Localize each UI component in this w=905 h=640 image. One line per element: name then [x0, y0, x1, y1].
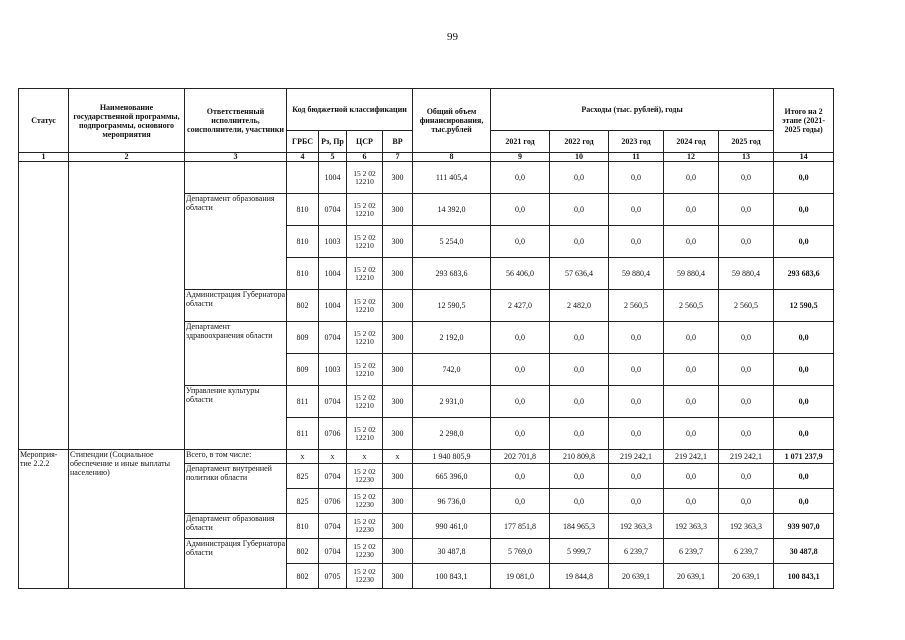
vr-cell: 300 [383, 418, 413, 450]
csr-cell: 15 2 02 12210 [347, 386, 383, 418]
vr-cell: 300 [383, 226, 413, 258]
y2024-cell: 0,0 [664, 464, 719, 489]
y2025-cell: 0,0 [719, 418, 774, 450]
budget-table [18, 88, 834, 589]
vr-cell: 300 [383, 322, 413, 354]
y2024-cell: 192 363,3 [664, 514, 719, 539]
y2023-cell: 6 239,7 [609, 539, 664, 564]
y2024-cell: 0,0 [664, 162, 719, 194]
y2021-cell: 0,0 [491, 322, 550, 354]
total-cell: 742,0 [413, 354, 491, 386]
program-name-cell [69, 162, 185, 450]
csr-cell: 15 2 02 12210 [347, 290, 383, 322]
y2024-cell: 0,0 [664, 226, 719, 258]
responsible-cell: Администрация Губернатора области [185, 539, 287, 589]
y2023-cell: 219 242,1 [609, 450, 664, 464]
csr-cell: 15 2 02 12230 [347, 489, 383, 514]
header-total-volume: Общий объем финансирования, тыс.рублей [413, 89, 491, 153]
column-number: 8 [413, 153, 491, 162]
y2025-cell: 2 560,5 [719, 290, 774, 322]
total-cell: 14 392,0 [413, 194, 491, 226]
rzpr-cell: 1003 [319, 354, 347, 386]
y2023-cell: 0,0 [609, 464, 664, 489]
y2021-cell: 202 701,8 [491, 450, 550, 464]
grbs-cell: 802 [287, 539, 319, 564]
y2023-cell: 20 639,1 [609, 564, 664, 589]
rzpr-cell: 1004 [319, 290, 347, 322]
responsible-cell: Департамент образования области [185, 194, 287, 290]
rzpr-cell: 1003 [319, 226, 347, 258]
itogo-cell: 0,0 [774, 226, 834, 258]
header-grbs: ГРБС [287, 131, 319, 153]
y2022-cell: 2 482,0 [550, 290, 609, 322]
y2022-cell: 19 844,8 [550, 564, 609, 589]
y2024-cell: 0,0 [664, 194, 719, 226]
column-number: 14 [774, 153, 834, 162]
column-number: 10 [550, 153, 609, 162]
y2022-cell: 0,0 [550, 386, 609, 418]
y2025-cell: 219 242,1 [719, 450, 774, 464]
grbs-cell: 810 [287, 194, 319, 226]
csr-cell: 15 2 02 12210 [347, 162, 383, 194]
vr-cell: 300 [383, 489, 413, 514]
y2025-cell: 6 239,7 [719, 539, 774, 564]
csr-cell: 15 2 02 12210 [347, 194, 383, 226]
rzpr-cell: 1004 [319, 162, 347, 194]
responsible-cell: Управление культуры области [185, 386, 287, 450]
y2025-cell: 0,0 [719, 226, 774, 258]
grbs-cell [287, 162, 319, 194]
y2023-cell: 0,0 [609, 418, 664, 450]
y2022-cell: 57 636,4 [550, 258, 609, 290]
grbs-cell: 809 [287, 322, 319, 354]
rzpr-cell: 0704 [319, 386, 347, 418]
header-rzpr: Рз, Пр [319, 131, 347, 153]
total-cell: 12 590,5 [413, 290, 491, 322]
y2025-cell: 192 363,3 [719, 514, 774, 539]
table-row [19, 162, 834, 194]
y2023-cell: 0,0 [609, 194, 664, 226]
csr-cell: 15 2 02 12230 [347, 464, 383, 489]
y2023-cell: 192 363,3 [609, 514, 664, 539]
csr-cell: 15 2 02 12210 [347, 258, 383, 290]
header-status: Статус [19, 89, 69, 153]
y2024-cell: 2 560,5 [664, 290, 719, 322]
itogo-cell: 293 683,6 [774, 258, 834, 290]
vr-cell: 300 [383, 464, 413, 489]
column-number: 6 [347, 153, 383, 162]
y2023-cell: 0,0 [609, 386, 664, 418]
grbs-cell: 810 [287, 226, 319, 258]
y2021-cell: 0,0 [491, 226, 550, 258]
csr-cell: 15 2 02 12210 [347, 322, 383, 354]
csr-cell: 15 2 02 12210 [347, 354, 383, 386]
header-2022: 2022 год [550, 131, 609, 153]
grbs-cell: 811 [287, 386, 319, 418]
itogo-cell: 939 907,0 [774, 514, 834, 539]
y2024-cell: 59 880,4 [664, 258, 719, 290]
y2021-cell: 0,0 [491, 194, 550, 226]
header-total-stage: Итого на 2 этапе (2021-2025 годы) [774, 89, 834, 153]
header-vr: ВР [383, 131, 413, 153]
grbs-cell: 809 [287, 354, 319, 386]
csr-cell: x [347, 450, 383, 464]
rzpr-cell: 0704 [319, 194, 347, 226]
vr-cell: 300 [383, 194, 413, 226]
total-cell: 1 940 805,9 [413, 450, 491, 464]
vr-cell: 300 [383, 539, 413, 564]
grbs-cell: 825 [287, 464, 319, 489]
responsible-cell: Администрация Губернатора области [185, 290, 287, 322]
itogo-cell: 0,0 [774, 418, 834, 450]
responsible-cell: Департамент внутренней политики области [185, 464, 287, 514]
header-2025: 2025 год [719, 131, 774, 153]
vr-cell: 300 [383, 514, 413, 539]
column-number: 11 [609, 153, 664, 162]
rzpr-cell: 0704 [319, 464, 347, 489]
y2025-cell: 0,0 [719, 354, 774, 386]
header-csr: ЦСР [347, 131, 383, 153]
rzpr-cell: 0704 [319, 322, 347, 354]
column-number: 1 [19, 153, 69, 162]
rzpr-cell: 0704 [319, 514, 347, 539]
rzpr-cell: 1004 [319, 258, 347, 290]
vr-cell: 300 [383, 564, 413, 589]
csr-cell: 15 2 02 12210 [347, 418, 383, 450]
table-row [19, 450, 834, 464]
y2025-cell: 20 639,1 [719, 564, 774, 589]
column-number: 3 [185, 153, 287, 162]
header-responsible: Ответственный исполнитель, соисполнители, участники [185, 89, 287, 153]
column-number: 9 [491, 153, 550, 162]
y2022-cell: 0,0 [550, 194, 609, 226]
y2025-cell: 0,0 [719, 489, 774, 514]
vr-cell: 300 [383, 258, 413, 290]
y2024-cell: 0,0 [664, 418, 719, 450]
vr-cell: 300 [383, 290, 413, 322]
activity-name-cell: Стипендии (Социальное обеспечение и иные выплаты населению) [69, 450, 185, 589]
total-cell: 111 405,4 [413, 162, 491, 194]
responsible-cell: Всего, в том числе: [185, 450, 287, 464]
y2022-cell: 0,0 [550, 226, 609, 258]
y2021-cell: 177 851,8 [491, 514, 550, 539]
y2024-cell: 219 242,1 [664, 450, 719, 464]
y2022-cell: 0,0 [550, 489, 609, 514]
grbs-cell: 810 [287, 514, 319, 539]
y2024-cell: 6 239,7 [664, 539, 719, 564]
total-cell: 2 192,0 [413, 322, 491, 354]
y2022-cell: 0,0 [550, 354, 609, 386]
total-cell: 2 298,0 [413, 418, 491, 450]
itogo-cell: 100 843,1 [774, 564, 834, 589]
itogo-cell: 0,0 [774, 194, 834, 226]
header-2024: 2024 год [664, 131, 719, 153]
y2023-cell: 59 880,4 [609, 258, 664, 290]
y2022-cell: 210 809,8 [550, 450, 609, 464]
y2025-cell: 0,0 [719, 322, 774, 354]
total-cell: 100 843,1 [413, 564, 491, 589]
y2025-cell: 0,0 [719, 386, 774, 418]
column-number: 4 [287, 153, 319, 162]
itogo-cell: 0,0 [774, 162, 834, 194]
rzpr-cell: 0706 [319, 489, 347, 514]
y2023-cell: 2 560,5 [609, 290, 664, 322]
csr-cell: 15 2 02 12210 [347, 226, 383, 258]
column-number: 13 [719, 153, 774, 162]
y2021-cell: 0,0 [491, 354, 550, 386]
csr-cell: 15 2 02 12230 [347, 514, 383, 539]
y2021-cell: 2 427,0 [491, 290, 550, 322]
vr-cell: x [383, 450, 413, 464]
rzpr-cell: x [319, 450, 347, 464]
y2022-cell: 0,0 [550, 464, 609, 489]
itogo-cell: 0,0 [774, 489, 834, 514]
y2024-cell: 20 639,1 [664, 564, 719, 589]
column-number: 5 [319, 153, 347, 162]
y2023-cell: 0,0 [609, 354, 664, 386]
itogo-cell: 0,0 [774, 386, 834, 418]
itogo-cell: 0,0 [774, 464, 834, 489]
column-number: 12 [664, 153, 719, 162]
responsible-cell [185, 162, 287, 194]
itogo-cell: 12 590,5 [774, 290, 834, 322]
y2022-cell: 0,0 [550, 418, 609, 450]
rzpr-cell: 0706 [319, 418, 347, 450]
grbs-cell: 811 [287, 418, 319, 450]
y2022-cell: 184 965,3 [550, 514, 609, 539]
vr-cell: 300 [383, 162, 413, 194]
y2025-cell: 0,0 [719, 162, 774, 194]
header-program-name: Наименование государственной программы, подпрограммы, основного мероприятия [69, 89, 185, 153]
y2024-cell: 0,0 [664, 354, 719, 386]
grbs-cell: 825 [287, 489, 319, 514]
total-cell: 96 736,0 [413, 489, 491, 514]
status-cell [19, 162, 69, 450]
header-budget-code: Код бюджетной классификации [287, 89, 413, 131]
grbs-cell: 810 [287, 258, 319, 290]
y2022-cell: 5 999,7 [550, 539, 609, 564]
y2024-cell: 0,0 [664, 489, 719, 514]
page-number: 99 [447, 31, 458, 43]
grbs-cell: 802 [287, 290, 319, 322]
y2024-cell: 0,0 [664, 322, 719, 354]
total-cell: 990 461,0 [413, 514, 491, 539]
column-number: 2 [69, 153, 185, 162]
y2025-cell: 0,0 [719, 464, 774, 489]
y2021-cell: 0,0 [491, 489, 550, 514]
csr-cell: 15 2 02 12230 [347, 539, 383, 564]
grbs-cell: x [287, 450, 319, 464]
responsible-cell: Департамент здравоохранения области [185, 322, 287, 386]
y2021-cell: 5 769,0 [491, 539, 550, 564]
responsible-cell: Департамент образования области [185, 514, 287, 539]
vr-cell: 300 [383, 354, 413, 386]
y2025-cell: 0,0 [719, 194, 774, 226]
y2025-cell: 59 880,4 [719, 258, 774, 290]
total-cell: 293 683,6 [413, 258, 491, 290]
total-cell: 30 487,8 [413, 539, 491, 564]
csr-cell: 15 2 02 12230 [347, 564, 383, 589]
y2021-cell: 56 406,0 [491, 258, 550, 290]
total-cell: 665 396,0 [413, 464, 491, 489]
y2022-cell: 0,0 [550, 162, 609, 194]
activity-status-cell: Мероприя-тие 2.2.2 [19, 450, 69, 589]
y2021-cell: 0,0 [491, 162, 550, 194]
total-cell: 2 931,0 [413, 386, 491, 418]
itogo-cell: 30 487,8 [774, 539, 834, 564]
y2022-cell: 0,0 [550, 322, 609, 354]
itogo-cell: 0,0 [774, 354, 834, 386]
y2023-cell: 0,0 [609, 226, 664, 258]
vr-cell: 300 [383, 386, 413, 418]
itogo-cell: 1 071 237,9 [774, 450, 834, 464]
rzpr-cell: 0704 [319, 539, 347, 564]
y2021-cell: 0,0 [491, 418, 550, 450]
y2021-cell: 0,0 [491, 386, 550, 418]
y2021-cell: 19 081,0 [491, 564, 550, 589]
y2023-cell: 0,0 [609, 162, 664, 194]
column-number: 7 [383, 153, 413, 162]
y2023-cell: 0,0 [609, 322, 664, 354]
y2023-cell: 0,0 [609, 489, 664, 514]
header-2021: 2021 год [491, 131, 550, 153]
header-2023: 2023 год [609, 131, 664, 153]
rzpr-cell: 0705 [319, 564, 347, 589]
header-expenses: Расходы (тыс. рублей), годы [491, 89, 774, 131]
grbs-cell: 802 [287, 564, 319, 589]
total-cell: 5 254,0 [413, 226, 491, 258]
itogo-cell: 0,0 [774, 322, 834, 354]
y2021-cell: 0,0 [491, 464, 550, 489]
y2024-cell: 0,0 [664, 386, 719, 418]
